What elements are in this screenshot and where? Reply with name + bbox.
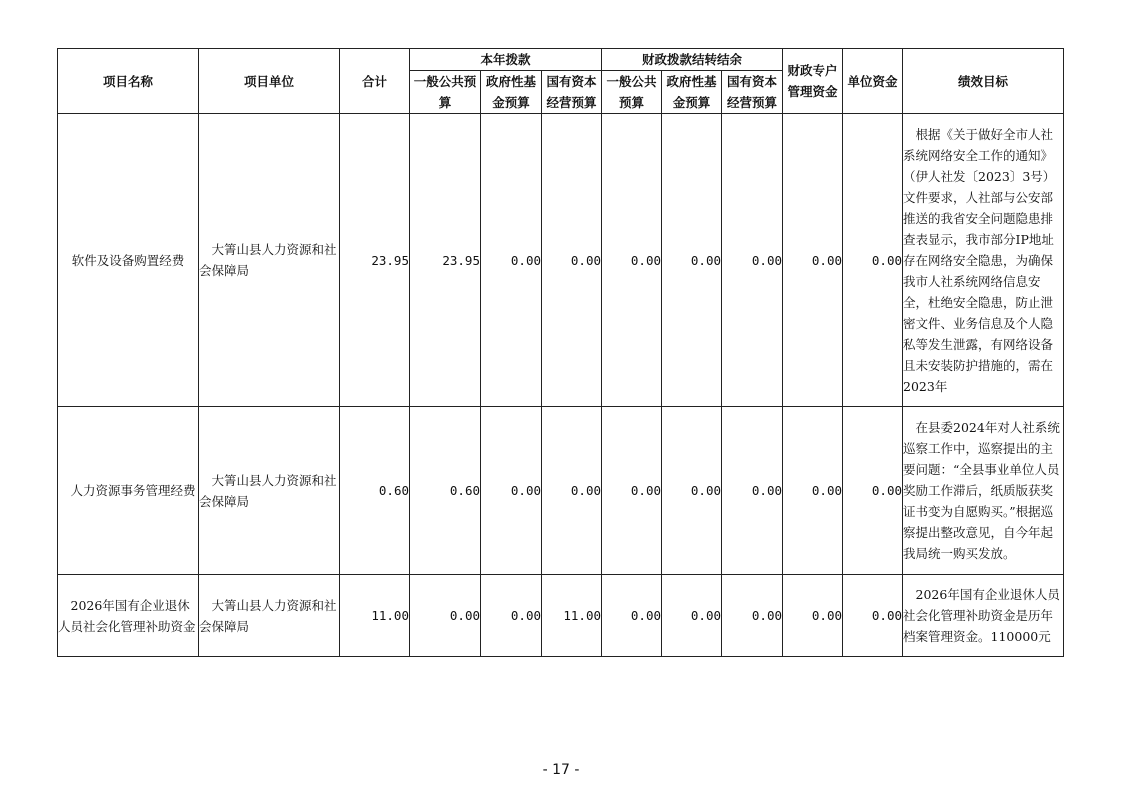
row-special-fund: 0.00 [783, 407, 843, 575]
row-cy-general-public: 0.00 [602, 575, 662, 657]
row-gov-fund: 0.00 [481, 407, 542, 575]
row-project-unit: 大箐山县人力资源和社会保障局 [199, 114, 340, 407]
header-gov-fund: 政府性基金预算 [481, 71, 542, 114]
row-project-unit: 大箐山县人力资源和社会保障局 [199, 407, 340, 575]
header-performance-goal: 绩效目标 [903, 49, 1064, 114]
row-general-public: 0.60 [410, 407, 481, 575]
row-state-capital: 11.00 [542, 575, 602, 657]
row-cy-gov-fund: 0.00 [662, 407, 722, 575]
table-row [58, 407, 1064, 575]
header-special-fund: 财政专户管理资金 [783, 49, 843, 114]
row-cy-gov-fund: 0.00 [662, 575, 722, 657]
row-project-unit: 大箐山县人力资源和社会保障局 [199, 575, 340, 657]
header-project-unit: 项目单位 [199, 49, 340, 114]
row-general-public: 23.95 [410, 114, 481, 407]
row-performance-goal: 在县委2024年对人社系统巡察工作中，巡察提出的主要问题：“全县事业单位人员奖励工作滞后，纸质版获奖证书变为自愿购买。”根据巡察提出整改意见，自今年起我局统一购买发放。 [903, 407, 1064, 575]
header-state-capital: 国有资本经营预算 [542, 71, 602, 114]
header-current-year-group: 本年拨款 [410, 49, 602, 71]
row-project-name: 软件及设备购置经费 [58, 114, 199, 407]
row-performance-goal: 2026年国有企业退休人员社会化管理补助资金是历年档案管理资金。110000元 [903, 575, 1064, 657]
row-state-capital: 0.00 [542, 407, 602, 575]
header-total: 合计 [340, 49, 410, 114]
header-cy-gov-fund: 政府性基金预算 [662, 71, 722, 114]
row-project-name: 人力资源事务管理经费 [58, 407, 199, 575]
row-total: 11.00 [340, 575, 410, 657]
row-unit-fund: 0.00 [843, 407, 903, 575]
row-project-name: 2026年国有企业退休人员社会化管理补助资金 [58, 575, 199, 657]
row-performance-goal: 根据《关于做好全市人社系统网络安全工作的通知》（伊人社发〔2023〕3号）文件要求，人社部与公安部推送的我省安全问题隐患排查表显示，我市部分IP地址存在网络安全隐患，为确保我市人社系统网络信息安全，杜绝安全隐患，防止泄密文件、业务信息及个人隐私等发生泄露，有网络设备且未安装防护措施的，需在2023年 [903, 114, 1064, 407]
row-total: 23.95 [340, 114, 410, 407]
row-cy-gov-fund: 0.00 [662, 114, 722, 407]
row-cy-state-capital: 0.00 [722, 575, 783, 657]
row-special-fund: 0.00 [783, 114, 843, 407]
row-cy-general-public: 0.00 [602, 407, 662, 575]
row-unit-fund: 0.00 [843, 114, 903, 407]
row-total: 0.60 [340, 407, 410, 575]
table-row [58, 575, 1064, 657]
row-cy-general-public: 0.00 [602, 114, 662, 407]
project-budget-table [57, 48, 1064, 657]
header-cy-state-capital: 国有资本经营预算 [722, 71, 783, 114]
row-special-fund: 0.00 [783, 575, 843, 657]
page-number: - 17 - [542, 762, 580, 778]
header-cy-general-public: 一般公共预算 [602, 71, 662, 114]
row-cy-state-capital: 0.00 [722, 114, 783, 407]
row-gov-fund: 0.00 [481, 114, 542, 407]
header-unit-fund: 单位资金 [843, 49, 903, 114]
header-carryover-group: 财政拨款结转结余 [602, 49, 783, 71]
row-gov-fund: 0.00 [481, 575, 542, 657]
header-project-name: 项目名称 [58, 49, 199, 114]
row-state-capital: 0.00 [542, 114, 602, 407]
row-cy-state-capital: 0.00 [722, 407, 783, 575]
header-general-public: 一般公共预算 [410, 71, 481, 114]
table-row [58, 114, 1064, 407]
row-general-public: 0.00 [410, 575, 481, 657]
row-unit-fund: 0.00 [843, 575, 903, 657]
